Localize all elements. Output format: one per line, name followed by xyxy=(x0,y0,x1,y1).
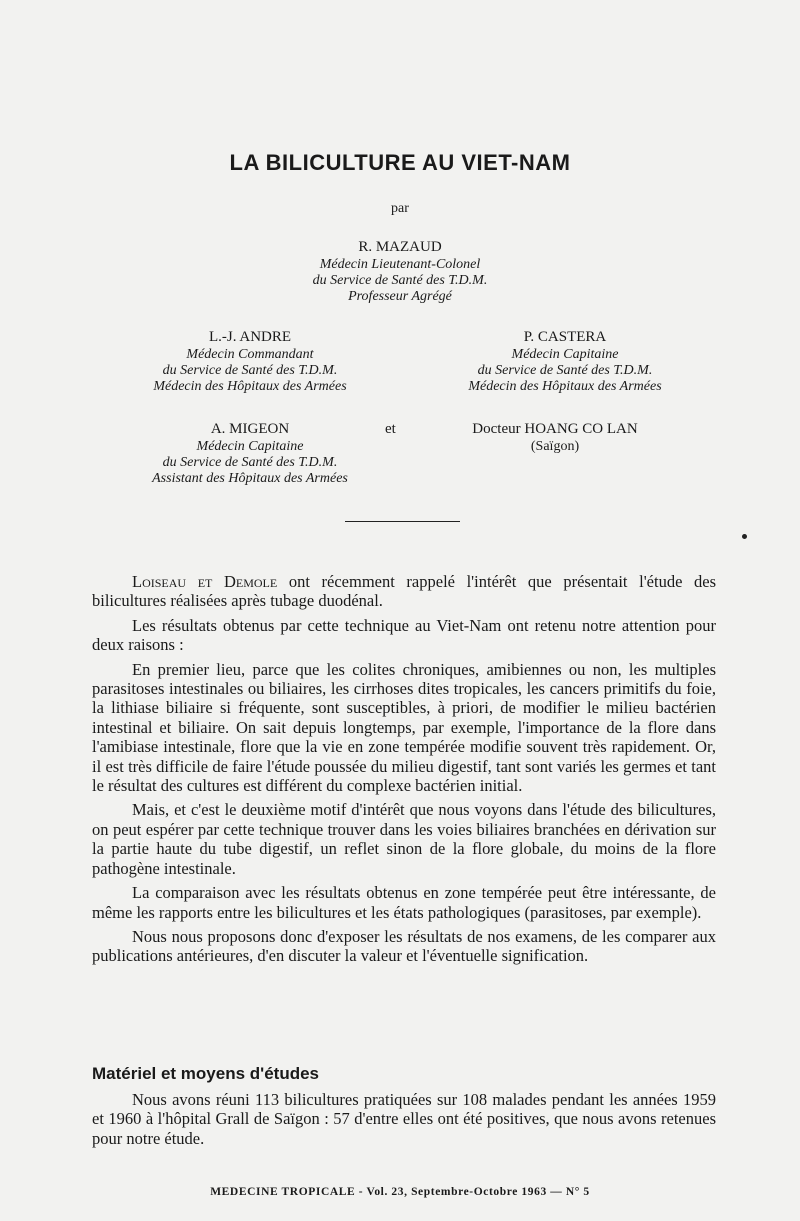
article-title: LA BILICULTURE AU VIET-NAM xyxy=(229,150,571,175)
paragraph: En premier lieu, parce que les colites chroniques, amibiennes ou non, les multiples parasitoses intestinales ou biliaires, les cirrhoses dites tropicales, les cancers primitifs du foie, la lithiase biliaire si fréquente, sont susceptibles, à priori, de modifier le milieu bactérien intestinal et biliaire. On sait depuis longtemps, par exemple, l'importance de la flore dans l'amibiase intestinale, flore que la vie en zone tempérée modifie souvent très rapidement. Or, il est très difficile de faire l'étude poussée du milieu digestif, tant sont variés les germes et tant le résultat des cultures est différent du complexe bactérien initial. xyxy=(92,659,716,796)
author-role: Professeur Agrégé xyxy=(348,289,452,304)
author-name: A. MIGEON xyxy=(210,421,290,437)
author-role: Médecin Capitaine xyxy=(196,439,304,454)
paragraph: Nous avons réuni 113 bilicultures pratiquées sur 108 malades pendant les années 1959 et 1960 à l'hôpital Grall de Saïgon : 57 d'entre elles ont été positives, que nous avons retenues pour notre étude. xyxy=(92,1090,716,1148)
author-role: Médecin Capitaine xyxy=(511,347,619,362)
section-body xyxy=(92,1090,716,1148)
paragraph-text: ont récemment rappelé l'intérêt que présentait l'étude des bilicultures réalisées après tubage duodénal. xyxy=(92,572,717,611)
paragraph xyxy=(92,572,716,611)
author-name: R. MAZAUD xyxy=(358,239,442,255)
author-role: du Service de Santé des T.D.M. xyxy=(477,363,653,378)
author-name: Docteur HOANG CO LAN xyxy=(472,421,638,437)
cited-authors: Loiseau et Demole xyxy=(132,572,278,591)
author-role: Médecin des Hôpitaux des Armées xyxy=(153,379,347,394)
author-block-andre xyxy=(100,329,400,395)
paragraph: La comparaison avec les résultats obtenus en zone tempérée peut être intéressante, de même les rapports entre les bilicultures et les états pathologiques (parasitoses, par exemple). xyxy=(92,883,716,922)
author-name: L.-J. ANDRE xyxy=(208,329,292,345)
by-line: par xyxy=(391,201,409,216)
author-block-migeon xyxy=(100,421,400,487)
author-block-castera xyxy=(415,329,715,395)
print-speck xyxy=(742,534,747,539)
author-block-mazaud xyxy=(255,239,545,305)
author-affiliation: (Saïgon) xyxy=(530,439,580,454)
author-role: Médecin Commandant xyxy=(186,347,314,362)
journal-footer: MEDECINE TROPICALE - Vol. 23, Septembre-Octobre 1963 — N° 5 xyxy=(210,1186,590,1198)
author-block-hoang-co-lan xyxy=(455,421,655,455)
author-role: du Service de Santé des T.D.M. xyxy=(162,363,338,378)
author-role: du Service de Santé des T.D.M. xyxy=(162,455,338,470)
paragraph: Les résultats obtenus par cette technique au Viet-Nam ont retenu notre attention pour deux raisons : xyxy=(92,615,716,655)
author-conjunction: et xyxy=(385,421,396,437)
paragraph: Mais, et c'est le deuxième motif d'intérêt que nous voyons dans l'étude des bilicultures, on peut espérer par cette technique trouver dans les voies biliaires branchées en dérivation sur la partie haute du tube digestif, un reflet sinon de la flore globale, du moins de la flore pathogène intestinale. xyxy=(92,800,716,878)
introduction-body xyxy=(92,572,716,971)
author-role: Assistant des Hôpitaux des Armées xyxy=(152,471,348,486)
section-heading: Matériel et moyens d'études xyxy=(92,1064,320,1083)
section-divider xyxy=(345,521,460,522)
paragraph: Nous nous proposons donc d'exposer les résultats de nos examens, de les comparer aux publications antérieures, d'en discuter la valeur et l'éventuelle signification. xyxy=(92,926,716,966)
author-role: du Service de Santé des T.D.M. xyxy=(312,273,488,288)
author-role: Médecin Lieutenant-Colonel xyxy=(319,257,481,272)
author-name: P. CASTERA xyxy=(523,329,607,345)
author-role: Médecin des Hôpitaux des Armées xyxy=(468,379,662,394)
